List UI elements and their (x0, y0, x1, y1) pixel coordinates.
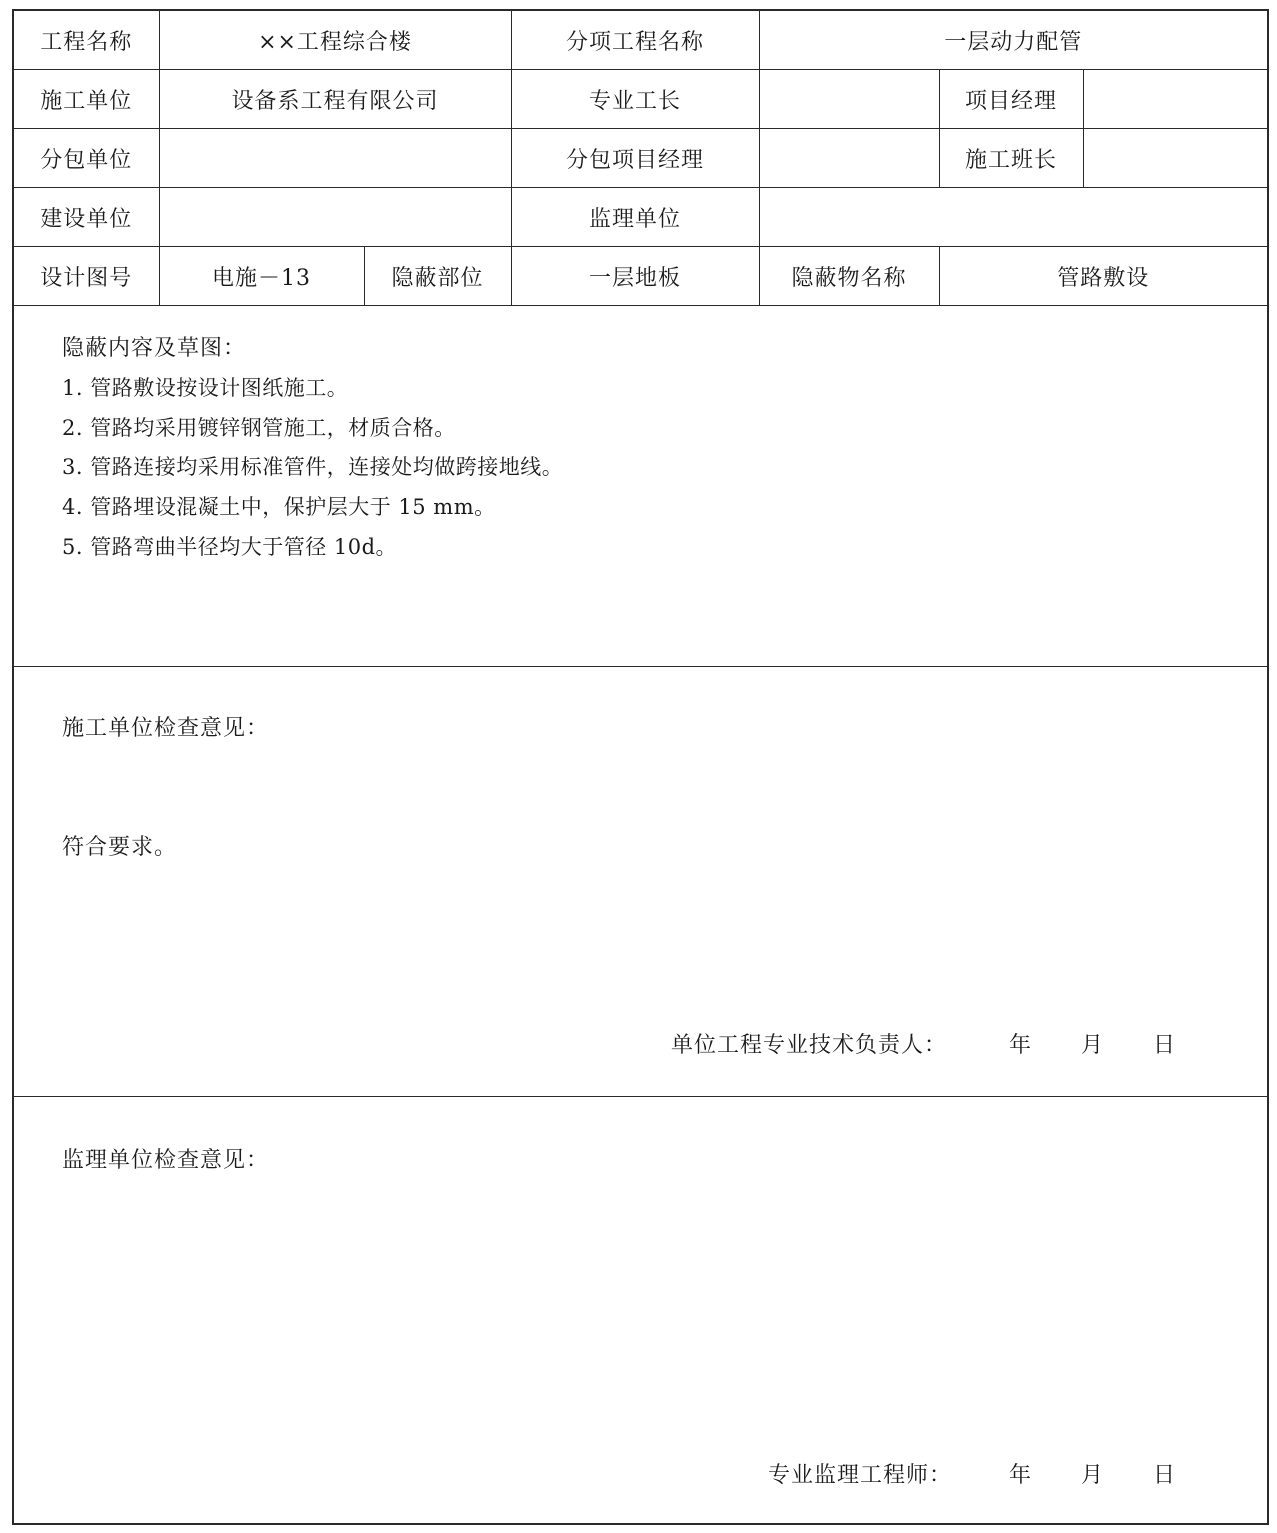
project-name-label: 工程名称 (14, 11, 159, 70)
content-item: 2. 管路均采用镀锌钢管施工，材质合格。 (62, 416, 456, 440)
supervision-year: 年 (1009, 1463, 1032, 1488)
foreman-value (759, 70, 939, 129)
supervisor-label: 监理单位 (511, 188, 759, 247)
project-manager-label: 项目经理 (939, 70, 1083, 129)
content-item: 1. 管路敷设按设计图纸施工。 (62, 376, 349, 400)
construction-unit-value: 设备系工程有限公司 (159, 70, 511, 129)
project-manager-value (1083, 70, 1267, 129)
header-table (14, 11, 1267, 306)
header-row-owner (14, 188, 1267, 247)
construction-month: 月 (1081, 1033, 1104, 1058)
sub-pm-label: 分包项目经理 (511, 129, 759, 188)
team-leader-value (1083, 129, 1267, 188)
construction-check-title: 施工单位检查意见： (62, 716, 270, 741)
supervisor-value (759, 188, 1267, 247)
header-row-subcontractor (14, 129, 1267, 188)
owner-value (159, 188, 511, 247)
supervision-check-title: 监理单位检查意见： (62, 1148, 270, 1173)
sub-pm-value (759, 129, 939, 188)
concealed-content-section (14, 309, 1267, 667)
owner-label: 建设单位 (14, 188, 159, 247)
project-name-value: ××工程综合楼 (159, 11, 511, 70)
foreman-label: 专业工长 (511, 70, 759, 129)
concealed-item-label: 隐蔽物名称 (759, 247, 939, 306)
concealed-part-value: 一层地板 (511, 247, 759, 306)
subitem-name-label: 分项工程名称 (511, 11, 759, 70)
concealed-part-label: 隐蔽部位 (364, 247, 511, 306)
supervision-signer-label: 专业监理工程师： (768, 1463, 953, 1488)
construction-year: 年 (1009, 1033, 1032, 1058)
subcontractor-label: 分包单位 (14, 129, 159, 188)
concealed-work-inspection-form (12, 9, 1269, 1525)
drawing-no-value: 电施－13 (159, 247, 364, 306)
subcontractor-value (159, 129, 511, 188)
construction-check-opinion: 符合要求。 (62, 835, 178, 860)
drawing-no-label: 设计图号 (14, 247, 159, 306)
content-item: 4. 管路埋设混凝土中，保护层大于 15 mm。 (62, 495, 496, 519)
construction-unit-label: 施工单位 (14, 70, 159, 129)
construction-signer-label: 单位工程专业技术负责人： (671, 1033, 948, 1058)
construction-day: 日 (1153, 1033, 1176, 1058)
content-item: 5. 管路弯曲半径均大于管径 10d。 (62, 535, 398, 559)
content-item: 3. 管路连接均采用标准管件，连接处均做跨接地线。 (62, 455, 564, 479)
header-row-project (14, 11, 1267, 70)
supervision-day: 日 (1153, 1463, 1176, 1488)
supervision-month: 月 (1081, 1463, 1104, 1488)
header-row-drawing (14, 247, 1267, 306)
concealed-content-title: 隐蔽内容及草图： (62, 336, 247, 361)
header-row-construction (14, 70, 1267, 129)
supervision-check-section (14, 1097, 1267, 1523)
subitem-name-value: 一层动力配管 (759, 11, 1267, 70)
concealed-item-value: 管路敷设 (939, 247, 1267, 306)
team-leader-label: 施工班长 (939, 129, 1083, 188)
construction-check-section (14, 667, 1267, 1097)
